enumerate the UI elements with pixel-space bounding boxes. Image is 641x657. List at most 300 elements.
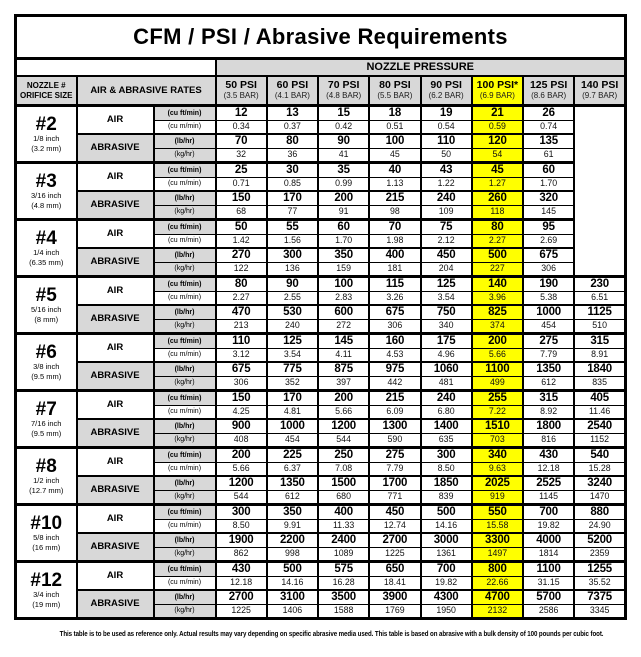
data-cell: 1840 [574, 362, 625, 376]
data-cell: 1225 [216, 604, 267, 619]
nozzle-size-inch: 3/16 inch [31, 191, 62, 201]
data-cell: 2.83 [318, 291, 369, 305]
data-cell: 0.71 [216, 177, 267, 191]
nozzle-cell [16, 391, 77, 448]
psi-label: 140 PSI [580, 79, 619, 92]
data-cell: 200 [216, 448, 267, 463]
data-cell: 2.69 [523, 234, 574, 248]
data-cell: 110 [216, 334, 267, 349]
data-cell: 3240 [574, 476, 625, 490]
data-cell: 125 [421, 277, 472, 292]
table-row [16, 305, 626, 319]
data-cell: 19 [421, 106, 472, 121]
nozzle-cell [16, 448, 77, 505]
data-cell: 1.13 [369, 177, 420, 191]
table-row [16, 163, 626, 178]
data-cell: 397 [318, 376, 369, 391]
data-cell: 675 [369, 305, 420, 319]
data-cell: 340 [421, 319, 472, 334]
data-cell: 1497 [472, 547, 523, 562]
data-cell: 250 [318, 448, 369, 463]
data-cell: 998 [267, 547, 318, 562]
data-cell: 19.82 [523, 519, 574, 533]
unit-label-cell: (cu ft/min) [154, 391, 216, 406]
table-row [16, 448, 626, 463]
data-cell: 306 [369, 319, 420, 334]
data-cell: 1769 [369, 604, 420, 619]
data-cell: 352 [267, 376, 318, 391]
data-cell: 2200 [267, 533, 318, 547]
unit-label-cell: (kg/hr) [154, 433, 216, 448]
unit-label-cell: (cu m/min) [154, 519, 216, 533]
data-cell: 2359 [574, 547, 625, 562]
data-cell: 45 [369, 148, 420, 163]
data-cell: 919 [472, 490, 523, 505]
air-label-cell: AIR [77, 505, 154, 534]
nozzle-number: #7 [35, 399, 57, 421]
unit-label-cell: (cu m/min) [154, 120, 216, 134]
data-cell: 12.18 [523, 462, 574, 476]
data-cell: 8.50 [216, 519, 267, 533]
page-title: CFM / PSI / Abrasive Requirements [16, 16, 626, 59]
data-cell: 22.66 [472, 576, 523, 590]
psi-label: 100 PSI* [476, 79, 519, 92]
data-cell: 5.66 [472, 348, 523, 362]
data-cell: 675 [216, 362, 267, 376]
data-cell: 340 [472, 448, 523, 463]
data-cell: 4.11 [318, 348, 369, 362]
data-cell: 2.12 [421, 234, 472, 248]
data-cell: 1125 [574, 305, 625, 319]
data-cell: 270 [216, 248, 267, 262]
data-cell: 15 [318, 106, 369, 121]
data-cell: 5200 [574, 533, 625, 547]
data-cell: 1850 [421, 476, 472, 490]
data-cell: 54 [472, 148, 523, 163]
data-cell: 2132 [472, 604, 523, 619]
data-cell: 4700 [472, 590, 523, 604]
data-cell: 36 [267, 148, 318, 163]
data-cell: 135 [523, 134, 574, 148]
nozzle-size-mm: (9.5 mm) [31, 371, 62, 381]
data-cell: 635 [421, 433, 472, 448]
unit-label-cell: (kg/hr) [154, 490, 216, 505]
unit-label-cell: (cu m/min) [154, 177, 216, 191]
unit-label-cell: (cu ft/min) [154, 106, 216, 121]
data-cell: 100 [369, 134, 420, 148]
data-cell: 700 [523, 505, 574, 520]
table-row [16, 419, 626, 433]
data-cell: 77 [267, 205, 318, 220]
nozzle-number: #4 [35, 228, 57, 250]
data-cell: 200 [318, 191, 369, 205]
nozzle-number: #5 [35, 285, 57, 307]
data-cell: 90 [267, 277, 318, 292]
nozzle-cell [16, 163, 77, 220]
data-cell: 430 [523, 448, 574, 463]
data-cell: 18 [369, 106, 420, 121]
table-row [16, 334, 626, 349]
nozzle-cell [16, 334, 77, 391]
data-cell: 15.58 [472, 519, 523, 533]
data-cell: 0.54 [421, 120, 472, 134]
pressure-header-cell [216, 76, 267, 106]
data-cell: 5.66 [216, 462, 267, 476]
data-cell: 15.28 [574, 462, 625, 476]
data-cell: 405 [574, 391, 625, 406]
bar-label: (6.2 BAR) [428, 91, 464, 101]
table-row [16, 362, 626, 376]
data-cell: 4.96 [421, 348, 472, 362]
data-cell: 1.56 [267, 234, 318, 248]
data-cell: 95 [523, 220, 574, 235]
psi-label: 70 PSI [327, 79, 360, 92]
table-row [16, 505, 626, 520]
data-cell: 240 [267, 319, 318, 334]
table-body [16, 16, 626, 619]
data-cell: 275 [369, 448, 420, 463]
air-label-cell: AIR [77, 277, 154, 306]
data-cell: 4.25 [216, 405, 267, 419]
data-cell: 2.27 [472, 234, 523, 248]
data-cell: 100 [318, 277, 369, 292]
data-cell: 260 [472, 191, 523, 205]
unit-label-cell: (kg/hr) [154, 205, 216, 220]
data-cell: 215 [369, 191, 420, 205]
data-cell: 61 [523, 148, 574, 163]
data-cell: 1000 [523, 305, 574, 319]
nozzle-number: #8 [35, 456, 57, 478]
data-cell: 11.46 [574, 405, 625, 419]
data-cell: 4.53 [369, 348, 420, 362]
table-row [16, 277, 626, 292]
data-cell: 680 [318, 490, 369, 505]
data-cell: 175 [421, 334, 472, 349]
table-row [16, 191, 626, 205]
data-cell: 306 [216, 376, 267, 391]
nozzle-size-inch: 1/8 inch [33, 134, 60, 144]
data-cell: 306 [523, 262, 574, 277]
data-cell: 1.70 [523, 177, 574, 191]
data-cell: 800 [472, 562, 523, 577]
bar-label: (6.9 BAR) [479, 91, 515, 101]
data-cell: 80 [472, 220, 523, 235]
unit-label-cell: (kg/hr) [154, 376, 216, 391]
data-cell: 499 [472, 376, 523, 391]
data-cell: 21 [472, 106, 523, 121]
data-cell: 550 [472, 505, 523, 520]
pressure-header-cell [523, 76, 574, 106]
abrasive-label-cell: ABRASIVE [77, 134, 154, 163]
data-cell: 0.85 [267, 177, 318, 191]
nozzle-size-mm: (12.7 mm) [29, 485, 64, 495]
data-cell: 454 [523, 319, 574, 334]
data-cell: 1400 [421, 419, 472, 433]
data-cell: 3.54 [267, 348, 318, 362]
data-cell: 1500 [318, 476, 369, 490]
data-cell: 30 [267, 163, 318, 178]
data-cell: 1588 [318, 604, 369, 619]
data-cell: 3.54 [421, 291, 472, 305]
data-cell: 120 [472, 134, 523, 148]
data-cell: 11.33 [318, 519, 369, 533]
data-cell: 50 [421, 148, 472, 163]
psi-label: 125 PSI [529, 79, 568, 92]
data-cell: 1100 [523, 562, 574, 577]
data-cell: 7.08 [318, 462, 369, 476]
table-row [16, 106, 626, 121]
data-cell: 25 [216, 163, 267, 178]
data-cell: 1.22 [421, 177, 472, 191]
data-cell: 150 [216, 391, 267, 406]
bar-label: (3.5 BAR) [223, 91, 259, 101]
data-cell: 1.42 [216, 234, 267, 248]
data-cell: 700 [421, 562, 472, 577]
data-cell: 0.37 [267, 120, 318, 134]
data-cell: 115 [369, 277, 420, 292]
unit-label-cell: (cu ft/min) [154, 220, 216, 235]
data-cell: 4.81 [267, 405, 318, 419]
data-cell: 41 [318, 148, 369, 163]
nozzle-size-inch: 1/2 inch [33, 476, 60, 486]
data-cell: 975 [369, 362, 420, 376]
unit-label-cell: (kg/hr) [154, 319, 216, 334]
data-cell: 91 [318, 205, 369, 220]
data-cell: 3500 [318, 590, 369, 604]
nozzle-size-mm: (19 mm) [32, 599, 61, 609]
data-cell: 500 [472, 248, 523, 262]
bar-label: (4.1 BAR) [274, 91, 310, 101]
nozzle-cell [16, 277, 77, 334]
table-row [16, 533, 626, 547]
data-cell: 510 [574, 319, 625, 334]
data-cell: 272 [318, 319, 369, 334]
data-cell: 771 [369, 490, 420, 505]
requirements-table [14, 14, 627, 620]
pressure-header-cell [421, 76, 472, 106]
data-cell: 200 [318, 391, 369, 406]
data-cell: 31.15 [523, 576, 574, 590]
air-label-cell: AIR [77, 220, 154, 249]
data-cell: 227 [472, 262, 523, 277]
data-cell: 204 [421, 262, 472, 277]
data-cell: 350 [267, 505, 318, 520]
data-cell: 8.92 [523, 405, 574, 419]
data-cell: 1100 [472, 362, 523, 376]
data-cell: 240 [421, 191, 472, 205]
air-label-cell: AIR [77, 562, 154, 591]
table-row [16, 476, 626, 490]
data-cell: 80 [216, 277, 267, 292]
bar-label: (8.6 BAR) [531, 91, 567, 101]
data-cell: 1089 [318, 547, 369, 562]
unit-label-cell: (cu m/min) [154, 291, 216, 305]
data-cell: 215 [369, 391, 420, 406]
data-cell: 442 [369, 376, 420, 391]
data-cell: 2700 [216, 590, 267, 604]
unit-label-cell: (lb/hr) [154, 248, 216, 262]
data-cell: 0.51 [369, 120, 420, 134]
data-cell: 3.26 [369, 291, 420, 305]
nozzle-size-mm: (9.5 mm) [31, 428, 62, 438]
nozzle-pressure-header: NOZZLE PRESSURE [216, 59, 626, 77]
nozzle-size-mm: (4.8 mm) [31, 200, 62, 210]
data-cell: 2540 [574, 419, 625, 433]
nozzle-cell [16, 220, 77, 277]
data-cell: 109 [421, 205, 472, 220]
bar-label: (5.5 BAR) [377, 91, 413, 101]
data-cell: 9.63 [472, 462, 523, 476]
nozzle-size-inch: 7/16 inch [31, 419, 62, 429]
data-cell: 7.79 [369, 462, 420, 476]
psi-label: 50 PSI [225, 79, 257, 92]
data-cell: 1255 [574, 562, 625, 577]
data-cell: 1406 [267, 604, 318, 619]
bar-label: (4.8 BAR) [326, 91, 362, 101]
data-cell: 839 [421, 490, 472, 505]
abrasive-label-cell: ABRASIVE [77, 533, 154, 562]
data-cell: 675 [523, 248, 574, 262]
data-cell: 862 [216, 547, 267, 562]
data-cell: 0.34 [216, 120, 267, 134]
nozzle-number: #6 [35, 342, 57, 364]
data-cell: 190 [523, 277, 574, 292]
data-cell: 1814 [523, 547, 574, 562]
nozzle-size-inch: 1/4 inch [33, 248, 60, 258]
data-cell: 70 [216, 134, 267, 148]
data-cell: 1200 [216, 476, 267, 490]
data-cell: 1.70 [318, 234, 369, 248]
abrasive-label-cell: ABRASIVE [77, 305, 154, 334]
data-cell: 7.22 [472, 405, 523, 419]
data-cell: 12 [216, 106, 267, 121]
table-row [16, 391, 626, 406]
data-cell: 880 [574, 505, 625, 520]
data-cell: 825 [472, 305, 523, 319]
data-cell: 0.99 [318, 177, 369, 191]
nozzle-size-mm: (6.35 mm) [29, 257, 64, 267]
data-cell: 350 [318, 248, 369, 262]
pressure-header-cell [369, 76, 420, 106]
data-cell: 145 [523, 205, 574, 220]
data-cell: 16.28 [318, 576, 369, 590]
unit-label-cell: (cu ft/min) [154, 448, 216, 463]
data-cell: 875 [318, 362, 369, 376]
unit-label-cell: (cu ft/min) [154, 277, 216, 292]
data-cell: 60 [318, 220, 369, 235]
data-cell: 18.41 [369, 576, 420, 590]
air-label-cell: AIR [77, 391, 154, 420]
data-cell: 68 [216, 205, 267, 220]
data-cell: 500 [421, 505, 472, 520]
data-cell: 5700 [523, 590, 574, 604]
data-cell: 40 [369, 163, 420, 178]
data-cell: 300 [421, 448, 472, 463]
data-cell: 90 [318, 134, 369, 148]
data-cell: 1145 [523, 490, 574, 505]
data-cell: 1350 [523, 362, 574, 376]
unit-label-cell: (kg/hr) [154, 547, 216, 562]
data-cell: 12.18 [216, 576, 267, 590]
table-row [16, 562, 626, 577]
data-cell: 470 [216, 305, 267, 319]
data-cell: 3000 [421, 533, 472, 547]
unit-label-cell: (lb/hr) [154, 533, 216, 547]
footer-note: This table is to be used as reference only. Actual results may vary depending on specific abrasive media used. This table is based on abrasive with a bulk density of 100 pounds per cubic foot. [59, 629, 604, 638]
blank-cell [574, 106, 625, 277]
table-row [16, 248, 626, 262]
data-cell: 3900 [369, 590, 420, 604]
data-cell: 1470 [574, 490, 625, 505]
data-cell: 2400 [318, 533, 369, 547]
unit-label-cell: (cu m/min) [154, 462, 216, 476]
unit-label-cell: (lb/hr) [154, 362, 216, 376]
data-cell: 70 [369, 220, 420, 235]
data-cell: 200 [472, 334, 523, 349]
data-cell: 4300 [421, 590, 472, 604]
nozzle-cell [16, 505, 77, 562]
data-cell: 835 [574, 376, 625, 391]
nozzle-size-inch: 5/8 inch [33, 533, 60, 543]
data-cell: 500 [267, 562, 318, 577]
data-cell: 3100 [267, 590, 318, 604]
data-cell: 315 [523, 391, 574, 406]
pressure-row [16, 59, 626, 77]
psi-label: 60 PSI [276, 79, 309, 92]
data-cell: 408 [216, 433, 267, 448]
data-cell: 1000 [267, 419, 318, 433]
corner-cell [16, 59, 216, 77]
data-cell: 544 [216, 490, 267, 505]
data-cell: 1700 [369, 476, 420, 490]
data-cell: 26 [523, 106, 574, 121]
data-cell: 374 [472, 319, 523, 334]
unit-label-cell: (kg/hr) [154, 262, 216, 277]
air-label-cell: AIR [77, 334, 154, 363]
data-cell: 1.98 [369, 234, 420, 248]
unit-label-cell: (cu m/min) [154, 234, 216, 248]
data-cell: 181 [369, 262, 420, 277]
data-cell: 6.51 [574, 291, 625, 305]
data-cell: 1152 [574, 433, 625, 448]
data-cell: 3.12 [216, 348, 267, 362]
pressure-header-cell [318, 76, 369, 106]
data-cell: 170 [267, 391, 318, 406]
data-cell: 1300 [369, 419, 420, 433]
data-cell: 2025 [472, 476, 523, 490]
data-cell: 400 [318, 505, 369, 520]
data-cell: 703 [472, 433, 523, 448]
data-cell: 2525 [523, 476, 574, 490]
data-cell: 430 [216, 562, 267, 577]
data-cell: 315 [574, 334, 625, 349]
nozzle-size-inch: 3/4 inch [33, 590, 60, 600]
nozzle-header-line2: ORIFICE SIZE [20, 90, 73, 100]
unit-label-cell: (cu ft/min) [154, 334, 216, 349]
unit-label-cell: (cu m/min) [154, 576, 216, 590]
nozzle-size-mm: (3.2 mm) [31, 143, 62, 153]
rates-column-header: AIR & ABRASIVE RATES [77, 76, 216, 106]
data-cell: 6.37 [267, 462, 318, 476]
unit-label-cell: (kg/hr) [154, 148, 216, 163]
unit-label-cell: (lb/hr) [154, 419, 216, 433]
abrasive-label-cell: ABRASIVE [77, 191, 154, 220]
psi-label: 90 PSI [430, 79, 462, 92]
nozzle-column-header [16, 76, 77, 106]
table-row [16, 134, 626, 148]
data-cell: 170 [267, 191, 318, 205]
data-cell: 14.16 [267, 576, 318, 590]
